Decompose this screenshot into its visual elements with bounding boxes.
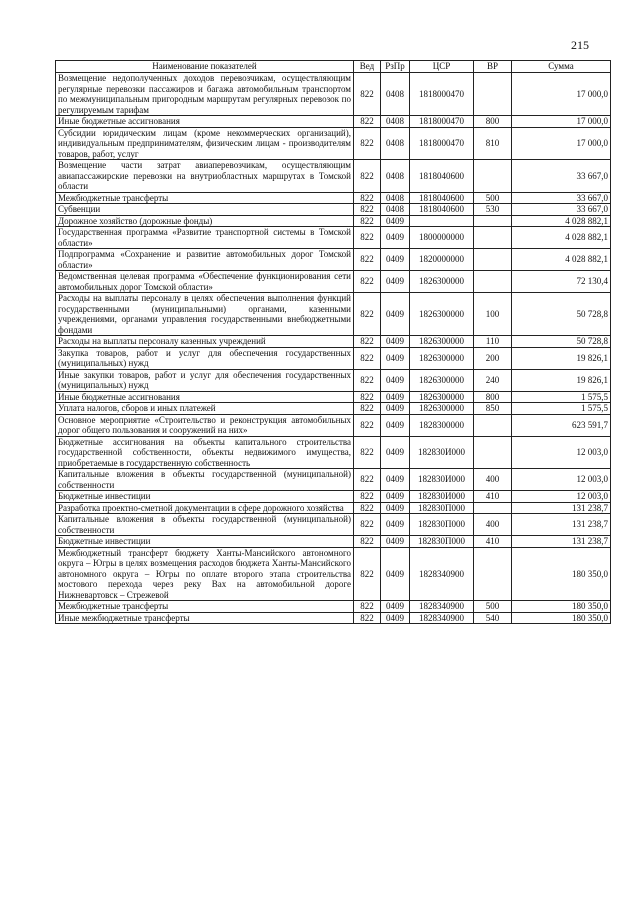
cell-name: Бюджетные инвестиции bbox=[56, 536, 354, 548]
cell-sum: 19 826,1 bbox=[512, 369, 611, 391]
table-row bbox=[56, 514, 611, 536]
table-row bbox=[56, 271, 611, 293]
cell-rzpr: 0409 bbox=[381, 469, 410, 491]
cell-name: Бюджетные инвестиции bbox=[56, 491, 354, 503]
cell-rzpr: 0409 bbox=[381, 436, 410, 469]
cell-csr: 1800000000 bbox=[410, 227, 474, 249]
table-row bbox=[56, 127, 611, 160]
header-sum: Сумма bbox=[512, 61, 611, 73]
cell-name: Субсидии юридическим лицам (кроме некоммерческих организаций), индивидуальным предпринимателям, физическим лицам - производителям товаров, работ, услуг bbox=[56, 127, 354, 160]
cell-rzpr: 0408 bbox=[381, 204, 410, 216]
cell-sum: 50 728,8 bbox=[512, 336, 611, 348]
cell-name: Возмещение части затрат авиаперевозчикам, осуществляющим авиапассажирские перевозки на внутриобластных маршрутах в Томской области bbox=[56, 160, 354, 193]
cell-name: Закупка товаров, работ и услуг для обеспечения государственных (муниципальных) нужд bbox=[56, 347, 354, 369]
cell-vr: 410 bbox=[474, 536, 512, 548]
cell-vr: 540 bbox=[474, 612, 512, 624]
table-row bbox=[56, 192, 611, 204]
table-body bbox=[56, 73, 611, 624]
cell-csr: 1826300000 bbox=[410, 403, 474, 415]
table-row bbox=[56, 73, 611, 116]
table-row bbox=[56, 601, 611, 613]
cell-name: Расходы на выплаты персоналу в целях обеспечения выполнения функций государственными (муниципальными) органами, казенными учреждениями, органами управления государственными внебюджетными фондами bbox=[56, 293, 354, 336]
cell-ved: 822 bbox=[354, 403, 381, 415]
cell-ved: 822 bbox=[354, 369, 381, 391]
cell-name: Ведомственная целевая программа «Обеспечение функционирования сети автомобильных дорог Томской области» bbox=[56, 271, 354, 293]
header-name: Наименование показателей bbox=[56, 61, 354, 73]
table-row bbox=[56, 547, 611, 601]
table-row bbox=[56, 116, 611, 128]
cell-vr bbox=[474, 249, 512, 271]
table-row bbox=[56, 160, 611, 193]
table-row bbox=[56, 536, 611, 548]
cell-rzpr: 0409 bbox=[381, 215, 410, 227]
cell-ved: 822 bbox=[354, 491, 381, 503]
cell-vr bbox=[474, 227, 512, 249]
cell-rzpr: 0409 bbox=[381, 293, 410, 336]
cell-ved: 822 bbox=[354, 271, 381, 293]
cell-sum: 50 728,8 bbox=[512, 293, 611, 336]
cell-rzpr: 0408 bbox=[381, 73, 410, 116]
table-row bbox=[56, 436, 611, 469]
cell-sum: 17 000,0 bbox=[512, 73, 611, 116]
cell-ved: 822 bbox=[354, 293, 381, 336]
cell-vr: 500 bbox=[474, 192, 512, 204]
table-row bbox=[56, 391, 611, 403]
cell-vr bbox=[474, 271, 512, 293]
cell-csr: 1818000470 bbox=[410, 116, 474, 128]
cell-rzpr: 0408 bbox=[381, 160, 410, 193]
table-row bbox=[56, 414, 611, 436]
cell-csr: 1826300000 bbox=[410, 336, 474, 348]
table-row bbox=[56, 336, 611, 348]
cell-ved: 822 bbox=[354, 336, 381, 348]
cell-ved: 822 bbox=[354, 436, 381, 469]
table-row bbox=[56, 469, 611, 491]
table-row bbox=[56, 403, 611, 415]
cell-ved: 822 bbox=[354, 514, 381, 536]
cell-csr: 182830И000 bbox=[410, 491, 474, 503]
page-number: 215 bbox=[571, 38, 589, 52]
cell-name: Основное мероприятие «Строительство и реконструкция автомобильных дорог общего пользования и сооружений на них» bbox=[56, 414, 354, 436]
table-row bbox=[56, 215, 611, 227]
table-header-row bbox=[56, 61, 611, 73]
cell-ved: 822 bbox=[354, 127, 381, 160]
cell-rzpr: 0409 bbox=[381, 514, 410, 536]
cell-vr: 200 bbox=[474, 347, 512, 369]
table-row bbox=[56, 293, 611, 336]
cell-name: Иные закупки товаров, работ и услуг для обеспечения государственных (муниципальных) нужд bbox=[56, 369, 354, 391]
cell-csr: 182830И000 bbox=[410, 436, 474, 469]
cell-csr: 1828340900 bbox=[410, 601, 474, 613]
cell-csr: 182830П000 bbox=[410, 536, 474, 548]
cell-vr: 530 bbox=[474, 204, 512, 216]
cell-name: Возмещение недополученных доходов перевозчикам, осуществляющим регулярные перевозки пассажиров и багажа автомобильным транспортом по межмуниципальным пригородным маршрутам регулярных перевозок по регулируемым тарифам bbox=[56, 73, 354, 116]
cell-vr: 240 bbox=[474, 369, 512, 391]
cell-name: Государственная программа «Развитие транспортной системы в Томской области» bbox=[56, 227, 354, 249]
cell-rzpr: 0409 bbox=[381, 391, 410, 403]
cell-sum: 33 667,0 bbox=[512, 192, 611, 204]
cell-ved: 822 bbox=[354, 536, 381, 548]
cell-csr: 1826300000 bbox=[410, 293, 474, 336]
cell-sum: 19 826,1 bbox=[512, 347, 611, 369]
cell-name: Межбюджетный трансферт бюджету Ханты-Мансийского автономного округа – Югры в целях возмещения расходов бюджета Ханты-Мансийского автономного округа – Югры по оплате второго этапа строительства мостового перехода через реку Вах на автомобильной дороге Нижневартовск – Стрежевой bbox=[56, 547, 354, 601]
table-row bbox=[56, 502, 611, 514]
cell-name: Бюджетные ассигнования на объекты капитального строительства государственной собственности, объекты недвижимого имущества, приобретаемые в государственную собственность bbox=[56, 436, 354, 469]
cell-csr: 1826300000 bbox=[410, 369, 474, 391]
cell-ved: 822 bbox=[354, 227, 381, 249]
cell-rzpr: 0409 bbox=[381, 502, 410, 514]
cell-csr: 182830П000 bbox=[410, 502, 474, 514]
cell-vr: 810 bbox=[474, 127, 512, 160]
header-vr: ВР bbox=[474, 61, 512, 73]
cell-ved: 822 bbox=[354, 215, 381, 227]
cell-name: Подпрограмма «Сохранение и развитие автомобильных дорог Томской области» bbox=[56, 249, 354, 271]
cell-rzpr: 0409 bbox=[381, 403, 410, 415]
cell-ved: 822 bbox=[354, 160, 381, 193]
cell-sum: 180 350,0 bbox=[512, 612, 611, 624]
cell-sum: 131 238,7 bbox=[512, 502, 611, 514]
cell-rzpr: 0409 bbox=[381, 369, 410, 391]
table-row bbox=[56, 491, 611, 503]
cell-rzpr: 0409 bbox=[381, 536, 410, 548]
cell-sum: 12 003,0 bbox=[512, 469, 611, 491]
cell-name: Разработка проектно-сметной документации в сфере дорожного хозяйства bbox=[56, 502, 354, 514]
cell-rzpr: 0408 bbox=[381, 127, 410, 160]
cell-csr: 1828340900 bbox=[410, 612, 474, 624]
cell-name: Капитальные вложения в объекты государственной (муниципальной) собственности bbox=[56, 514, 354, 536]
cell-rzpr: 0409 bbox=[381, 249, 410, 271]
cell-vr: 410 bbox=[474, 491, 512, 503]
cell-sum: 4 028 882,1 bbox=[512, 249, 611, 271]
cell-ved: 822 bbox=[354, 547, 381, 601]
cell-name: Иные межбюджетные трансферты bbox=[56, 612, 354, 624]
cell-sum: 131 238,7 bbox=[512, 536, 611, 548]
cell-name: Межбюджетные трансферты bbox=[56, 192, 354, 204]
cell-name: Иные бюджетные ассигнования bbox=[56, 116, 354, 128]
cell-vr bbox=[474, 215, 512, 227]
cell-vr: 400 bbox=[474, 469, 512, 491]
cell-vr bbox=[474, 414, 512, 436]
cell-vr: 800 bbox=[474, 116, 512, 128]
cell-name: Межбюджетные трансферты bbox=[56, 601, 354, 613]
cell-vr bbox=[474, 160, 512, 193]
cell-ved: 822 bbox=[354, 192, 381, 204]
cell-sum: 4 028 882,1 bbox=[512, 227, 611, 249]
cell-sum: 33 667,0 bbox=[512, 160, 611, 193]
cell-sum: 4 028 882,1 bbox=[512, 215, 611, 227]
cell-ved: 822 bbox=[354, 601, 381, 613]
cell-csr: 1828300000 bbox=[410, 414, 474, 436]
table-row bbox=[56, 204, 611, 216]
cell-csr: 1826300000 bbox=[410, 391, 474, 403]
table-row bbox=[56, 369, 611, 391]
cell-rzpr: 0409 bbox=[381, 271, 410, 293]
cell-sum: 131 238,7 bbox=[512, 514, 611, 536]
cell-csr: 1826300000 bbox=[410, 347, 474, 369]
cell-rzpr: 0409 bbox=[381, 347, 410, 369]
table-row bbox=[56, 227, 611, 249]
cell-ved: 822 bbox=[354, 204, 381, 216]
cell-vr bbox=[474, 436, 512, 469]
cell-rzpr: 0409 bbox=[381, 601, 410, 613]
cell-rzpr: 0409 bbox=[381, 227, 410, 249]
table-row bbox=[56, 347, 611, 369]
cell-vr: 110 bbox=[474, 336, 512, 348]
cell-csr: 1818000470 bbox=[410, 127, 474, 160]
cell-name: Расходы на выплаты персоналу казенных учреждений bbox=[56, 336, 354, 348]
cell-csr: 1818040600 bbox=[410, 160, 474, 193]
cell-csr: 1826300000 bbox=[410, 271, 474, 293]
cell-sum: 33 667,0 bbox=[512, 204, 611, 216]
cell-name: Иные бюджетные ассигнования bbox=[56, 391, 354, 403]
cell-vr: 400 bbox=[474, 514, 512, 536]
cell-rzpr: 0409 bbox=[381, 612, 410, 624]
cell-vr: 100 bbox=[474, 293, 512, 336]
cell-name: Дорожное хозяйство (дорожные фонды) bbox=[56, 215, 354, 227]
cell-ved: 822 bbox=[354, 116, 381, 128]
cell-sum: 12 003,0 bbox=[512, 436, 611, 469]
cell-csr: 182830П000 bbox=[410, 514, 474, 536]
cell-vr bbox=[474, 73, 512, 116]
cell-rzpr: 0408 bbox=[381, 116, 410, 128]
cell-sum: 72 130,4 bbox=[512, 271, 611, 293]
cell-csr: 1818040600 bbox=[410, 204, 474, 216]
cell-vr bbox=[474, 547, 512, 601]
cell-rzpr: 0409 bbox=[381, 336, 410, 348]
cell-ved: 822 bbox=[354, 249, 381, 271]
cell-ved: 822 bbox=[354, 391, 381, 403]
cell-csr: 1818040600 bbox=[410, 192, 474, 204]
cell-ved: 822 bbox=[354, 469, 381, 491]
cell-vr: 800 bbox=[474, 391, 512, 403]
cell-sum: 1 575,5 bbox=[512, 403, 611, 415]
cell-sum: 12 003,0 bbox=[512, 491, 611, 503]
cell-csr: 1828340900 bbox=[410, 547, 474, 601]
cell-sum: 180 350,0 bbox=[512, 601, 611, 613]
header-ved: Вед bbox=[354, 61, 381, 73]
cell-ved: 822 bbox=[354, 414, 381, 436]
budget-table bbox=[55, 60, 611, 624]
cell-ved: 822 bbox=[354, 73, 381, 116]
cell-vr: 500 bbox=[474, 601, 512, 613]
cell-csr: 182830И000 bbox=[410, 469, 474, 491]
table-row bbox=[56, 249, 611, 271]
cell-rzpr: 0408 bbox=[381, 192, 410, 204]
cell-name: Капитальные вложения в объекты государственной (муниципальной) собственности bbox=[56, 469, 354, 491]
cell-sum: 17 000,0 bbox=[512, 127, 611, 160]
cell-rzpr: 0409 bbox=[381, 547, 410, 601]
cell-csr bbox=[410, 215, 474, 227]
cell-sum: 180 350,0 bbox=[512, 547, 611, 601]
cell-name: Уплата налогов, сборов и иных платежей bbox=[56, 403, 354, 415]
header-rzpr: РзПр bbox=[381, 61, 410, 73]
cell-name: Субвенции bbox=[56, 204, 354, 216]
cell-csr: 1820000000 bbox=[410, 249, 474, 271]
cell-sum: 17 000,0 bbox=[512, 116, 611, 128]
cell-rzpr: 0409 bbox=[381, 414, 410, 436]
cell-sum: 623 591,7 bbox=[512, 414, 611, 436]
cell-vr: 850 bbox=[474, 403, 512, 415]
cell-rzpr: 0409 bbox=[381, 491, 410, 503]
table-row bbox=[56, 612, 611, 624]
cell-vr bbox=[474, 502, 512, 514]
cell-csr: 1818000470 bbox=[410, 73, 474, 116]
cell-ved: 822 bbox=[354, 347, 381, 369]
cell-ved: 822 bbox=[354, 612, 381, 624]
cell-ved: 822 bbox=[354, 502, 381, 514]
cell-sum: 1 575,5 bbox=[512, 391, 611, 403]
header-csr: ЦСР bbox=[410, 61, 474, 73]
